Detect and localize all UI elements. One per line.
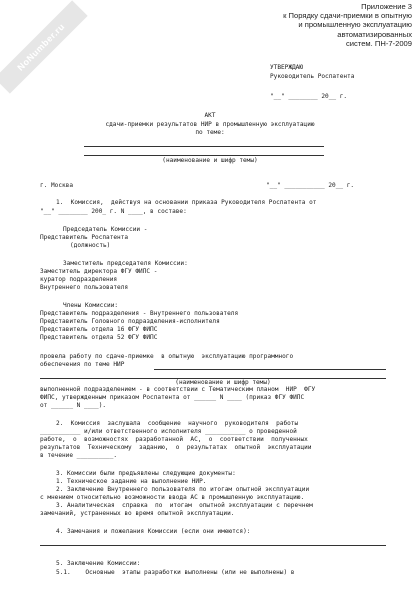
para3-line: 3. Аналитическая справка по итогам опытной эксплуатации с перечнем bbox=[56, 502, 313, 509]
work-line: от ______ N ____). bbox=[40, 402, 107, 409]
para2-line: результатов Техническому заданию, о результатах опытной эксплуатации bbox=[40, 444, 312, 451]
blank-line bbox=[154, 369, 386, 370]
appendix-line: и промышленную эксплуатацию автоматизированных bbox=[298, 20, 412, 39]
commission-line: (должность) bbox=[70, 242, 111, 249]
commission-line: Председатель Комиссии - bbox=[63, 226, 148, 233]
commission-line: Заместитель директора ФГУ ФИПС - bbox=[40, 268, 158, 275]
act-subtitle: сдачи-приемки результатов НИР в промышленную эксплуатацию bbox=[105, 121, 315, 128]
para2-line: ___________ и/или ответственного исполнителя ___________ о проведенной bbox=[40, 428, 297, 435]
name-cipher-caption: (наименование и шифр темы) bbox=[175, 379, 271, 386]
para5-line: 5. Заключение Комиссии: bbox=[56, 560, 141, 567]
para3-line: с мнением относительно возможности ввода АС в промышленную эксплуатацию. bbox=[40, 494, 305, 501]
blank-line bbox=[40, 545, 386, 546]
para2-line: работе, о возможностях разработанной АС, о соответствии полученных bbox=[40, 436, 308, 443]
commission-line: Представитель Головного подразделения-исполнителя bbox=[40, 318, 220, 325]
name-cipher-caption: (наименование и шифр темы) bbox=[162, 157, 258, 164]
act-topic: по теме: bbox=[195, 129, 225, 136]
work-line: выполненной подразделением - в соответствии с Тематическим планом НИР ФГУ bbox=[40, 386, 316, 393]
para4-line: 4. Замечания и пожелания Комиссии (если они имеются): bbox=[56, 528, 251, 535]
watermark bbox=[0, 0, 88, 93]
blank-line bbox=[84, 155, 324, 156]
approve-date: "__" ________ 20__ г. bbox=[270, 93, 348, 100]
para3-line: 1. Техническое задание на выполнение НИР. bbox=[56, 478, 207, 485]
work-line: обеспечения по теме НИР bbox=[40, 361, 125, 368]
commission-line: Представитель отдела 52 ФГУ ФИПС bbox=[40, 334, 158, 341]
para2-line: в течение __________. bbox=[40, 452, 118, 459]
para5-line: 5.1. Основные этапы разработки выполнены (или не выполнены) в bbox=[56, 569, 295, 576]
para1-line: 1. Комиссия, действуя на основании приказа Руководителя Роспатента от bbox=[56, 199, 317, 206]
approve-title: УТВЕРЖДАЮ bbox=[270, 64, 304, 71]
para3-line: 3. Комиссии были предъявлены следующие документы: bbox=[56, 470, 236, 477]
para3-line: замечаний, устраненных во время опытной эксплуатации. bbox=[40, 510, 235, 517]
commission-line: Представитель Роспатента bbox=[40, 234, 129, 241]
para1-line: "__" ________ 200_ г. N ____, в составе: bbox=[40, 208, 187, 215]
act-title: АКТ bbox=[204, 112, 216, 119]
appendix-line: систем. ПН-7-2009 bbox=[345, 38, 412, 48]
city: г. Москва bbox=[40, 182, 74, 189]
appendix-line: Приложение 3 bbox=[361, 2, 412, 11]
appendix-line: к Порядку сдачи-приемки в опытную bbox=[283, 11, 412, 21]
commission-line: Члены Комиссии: bbox=[63, 302, 119, 309]
blank-line bbox=[84, 146, 324, 147]
commission-line: Представитель подразделения - Внутреннего пользователя bbox=[40, 310, 239, 317]
work-line: провела работу по сдаче-приемке в опытную эксплуатацию программного bbox=[40, 353, 294, 360]
commission-line: Представитель отдела 16 ФГУ ФИПС bbox=[40, 326, 158, 333]
appendix-header bbox=[222, 2, 412, 48]
work-line: ФИПС, утвержденным приказом Роспатента от ______ N ____ (приказ ФГУ ФИПС bbox=[40, 394, 305, 401]
approve-role: Руководитель Роспатента bbox=[270, 73, 355, 80]
commission-line: Внутреннего пользователя bbox=[40, 284, 129, 291]
commission-line: Заместитель председателя Комиссии: bbox=[63, 260, 188, 267]
watermark-text: NoNumber.ru bbox=[15, 21, 67, 73]
commission-line: куратор подразделения bbox=[40, 276, 118, 283]
para3-line: 2. Заключение Внутреннего пользователя по итогам опытной эксплуатации bbox=[56, 486, 310, 493]
act-date: "__" ___________ 20__ г. bbox=[266, 182, 355, 189]
para2-line: 2. Комиссия заслушала сообщение научного руководителя работы bbox=[56, 420, 299, 427]
